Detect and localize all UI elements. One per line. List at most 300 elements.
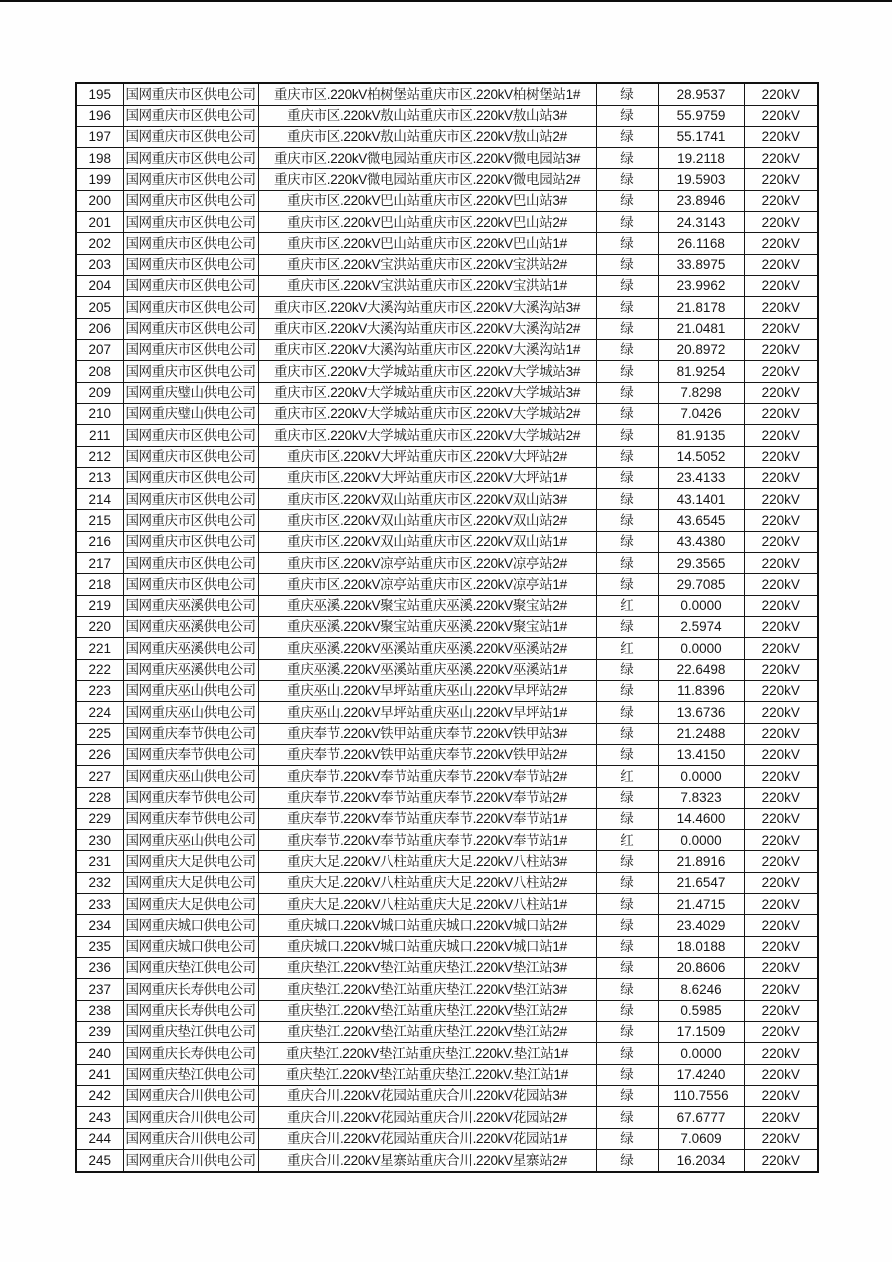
row-number-cell: 197 [76, 126, 123, 147]
device-cell: 重庆合川.220kV星寨站重庆合川.220kV星寨站2# [258, 1149, 596, 1172]
status-cell: 绿 [596, 105, 658, 126]
device-cell: 重庆市区.220kV宝洪站重庆市区.220kV宝洪站2# [258, 254, 596, 275]
table-row [76, 1021, 818, 1042]
company-cell: 国网重庆市区供电公司 [123, 190, 258, 211]
voltage-cell: 220kV [744, 382, 818, 403]
company-cell: 国网重庆市区供电公司 [123, 574, 258, 595]
value-cell: 18.0188 [658, 936, 744, 957]
status-cell: 绿 [596, 148, 658, 169]
row-number-cell: 234 [76, 915, 123, 936]
company-cell: 国网重庆垫江供电公司 [123, 1064, 258, 1085]
row-number-cell: 212 [76, 446, 123, 467]
voltage-cell: 220kV [744, 744, 818, 765]
value-cell: 23.9962 [658, 276, 744, 297]
row-number-cell: 205 [76, 297, 123, 318]
company-cell: 国网重庆市区供电公司 [123, 276, 258, 297]
device-cell: 重庆市区.220kV大溪沟站重庆市区.220kV大溪沟站1# [258, 339, 596, 360]
row-number-cell: 216 [76, 531, 123, 552]
voltage-cell: 220kV [744, 339, 818, 360]
status-cell: 绿 [596, 1085, 658, 1106]
company-cell: 国网重庆璧山供电公司 [123, 403, 258, 424]
value-cell: 19.2118 [658, 148, 744, 169]
status-cell: 绿 [596, 446, 658, 467]
company-cell: 国网重庆市区供电公司 [123, 339, 258, 360]
value-cell: 24.3143 [658, 212, 744, 233]
table-row [76, 1085, 818, 1106]
status-cell: 绿 [596, 318, 658, 339]
status-cell: 绿 [596, 190, 658, 211]
table-row [76, 894, 818, 915]
row-number-cell: 242 [76, 1085, 123, 1106]
device-cell: 重庆垫江.220kV垫江站重庆垫江.220kV.垫江站1# [258, 1043, 596, 1064]
value-cell: 22.6498 [658, 659, 744, 680]
status-cell: 绿 [596, 212, 658, 233]
substation-readings-table [75, 82, 819, 1173]
table-row [76, 1000, 818, 1021]
row-number-cell: 236 [76, 958, 123, 979]
value-cell: 67.6777 [658, 1107, 744, 1128]
company-cell: 国网重庆巫溪供电公司 [123, 617, 258, 638]
device-cell: 重庆市区.220kV宝洪站重庆市区.220kV宝洪站1# [258, 276, 596, 297]
company-cell: 国网重庆合川供电公司 [123, 1128, 258, 1149]
value-cell: 20.8972 [658, 339, 744, 360]
company-cell: 国网重庆合川供电公司 [123, 1107, 258, 1128]
device-cell: 重庆市区.220kV大坪站重庆市区.220kV大坪站2# [258, 446, 596, 467]
device-cell: 重庆巫山.220kV早坪站重庆巫山.220kV早坪站2# [258, 680, 596, 701]
device-cell: 重庆奉节.220kV奉节站重庆奉节.220kV奉节站1# [258, 830, 596, 851]
device-cell: 重庆城口.220kV城口站重庆城口.220kV城口站2# [258, 915, 596, 936]
voltage-cell: 220kV [744, 958, 818, 979]
voltage-cell: 220kV [744, 233, 818, 254]
value-cell: 28.9537 [658, 83, 744, 105]
value-cell: 7.0609 [658, 1128, 744, 1149]
device-cell: 重庆市区.220kV双山站重庆市区.220kV双山站2# [258, 510, 596, 531]
row-number-cell: 235 [76, 936, 123, 957]
voltage-cell: 220kV [744, 595, 818, 616]
table-row [76, 808, 818, 829]
device-cell: 重庆市区.220kV微电园站重庆市区.220kV微电园站2# [258, 169, 596, 190]
device-cell: 重庆市区.220kV微电园站重庆市区.220kV微电园站3# [258, 148, 596, 169]
row-number-cell: 221 [76, 638, 123, 659]
value-cell: 29.3565 [658, 553, 744, 574]
row-number-cell: 207 [76, 339, 123, 360]
company-cell: 国网重庆奉节供电公司 [123, 723, 258, 744]
status-cell: 绿 [596, 1064, 658, 1085]
voltage-cell: 220kV [744, 318, 818, 339]
table-row [76, 915, 818, 936]
device-cell: 重庆奉节.220kV奉节站重庆奉节.220kV奉节站1# [258, 808, 596, 829]
voltage-cell: 220kV [744, 169, 818, 190]
voltage-cell: 220kV [744, 702, 818, 723]
row-number-cell: 241 [76, 1064, 123, 1085]
value-cell: 81.9135 [658, 425, 744, 446]
value-cell: 33.8975 [658, 254, 744, 275]
row-number-cell: 232 [76, 872, 123, 893]
scan-edge-line [0, 0, 892, 2]
voltage-cell: 220kV [744, 361, 818, 382]
table-row [76, 382, 818, 403]
row-number-cell: 231 [76, 851, 123, 872]
company-cell: 国网重庆巫山供电公司 [123, 680, 258, 701]
row-number-cell: 237 [76, 979, 123, 1000]
row-number-cell: 226 [76, 744, 123, 765]
device-cell: 重庆巫溪.220kV巫溪站重庆巫溪.220kV巫溪站2# [258, 638, 596, 659]
row-number-cell: 222 [76, 659, 123, 680]
row-number-cell: 217 [76, 553, 123, 574]
status-cell: 绿 [596, 126, 658, 147]
device-cell: 重庆市区.220kV大溪沟站重庆市区.220kV大溪沟站2# [258, 318, 596, 339]
table-row [76, 169, 818, 190]
device-cell: 重庆奉节.220kV铁甲站重庆奉节.220kV铁甲站2# [258, 744, 596, 765]
device-cell: 重庆大足.220kV八柱站重庆大足.220kV八柱站1# [258, 894, 596, 915]
row-number-cell: 227 [76, 766, 123, 787]
company-cell: 国网重庆市区供电公司 [123, 446, 258, 467]
row-number-cell: 239 [76, 1021, 123, 1042]
company-cell: 国网重庆合川供电公司 [123, 1085, 258, 1106]
device-cell: 重庆市区.220kV凉亭站重庆市区.220kV凉亭站2# [258, 553, 596, 574]
company-cell: 国网重庆市区供电公司 [123, 148, 258, 169]
value-cell: 110.7556 [658, 1085, 744, 1106]
value-cell: 21.8178 [658, 297, 744, 318]
table-row [76, 638, 818, 659]
row-number-cell: 208 [76, 361, 123, 382]
company-cell: 国网重庆市区供电公司 [123, 126, 258, 147]
row-number-cell: 211 [76, 425, 123, 446]
row-number-cell: 244 [76, 1128, 123, 1149]
device-cell: 重庆市区.220kV巴山站重庆市区.220kV巴山站1# [258, 233, 596, 254]
table-row [76, 1149, 818, 1172]
voltage-cell: 220kV [744, 617, 818, 638]
row-number-cell: 195 [76, 83, 123, 105]
company-cell: 国网重庆合川供电公司 [123, 1149, 258, 1172]
device-cell: 重庆垫江.220kV垫江站重庆垫江.220kV.垫江站1# [258, 1064, 596, 1085]
status-cell: 绿 [596, 787, 658, 808]
company-cell: 国网重庆市区供电公司 [123, 169, 258, 190]
device-cell: 重庆合川.220kV花园站重庆合川.220kV花园站1# [258, 1128, 596, 1149]
status-cell: 绿 [596, 467, 658, 488]
table-row [76, 553, 818, 574]
status-cell: 绿 [596, 958, 658, 979]
value-cell: 21.8916 [658, 851, 744, 872]
device-cell: 重庆合川.220kV花园站重庆合川.220kV花园站3# [258, 1085, 596, 1106]
value-cell: 23.4029 [658, 915, 744, 936]
device-cell: 重庆奉节.220kV奉节站重庆奉节.220kV奉节站2# [258, 766, 596, 787]
company-cell: 国网重庆长寿供电公司 [123, 1000, 258, 1021]
row-number-cell: 224 [76, 702, 123, 723]
voltage-cell: 220kV [744, 830, 818, 851]
value-cell: 7.8298 [658, 382, 744, 403]
company-cell: 国网重庆奉节供电公司 [123, 787, 258, 808]
value-cell: 17.1509 [658, 1021, 744, 1042]
value-cell: 29.7085 [658, 574, 744, 595]
company-cell: 国网重庆巫山供电公司 [123, 830, 258, 851]
company-cell: 国网重庆垫江供电公司 [123, 958, 258, 979]
company-cell: 国网重庆璧山供电公司 [123, 382, 258, 403]
table-row [76, 1064, 818, 1085]
value-cell: 43.6545 [658, 510, 744, 531]
table-row [76, 702, 818, 723]
table-row [76, 659, 818, 680]
device-cell: 重庆大足.220kV八柱站重庆大足.220kV八柱站3# [258, 851, 596, 872]
value-cell: 13.4150 [658, 744, 744, 765]
row-number-cell: 215 [76, 510, 123, 531]
status-cell: 红 [596, 638, 658, 659]
voltage-cell: 220kV [744, 787, 818, 808]
table-row [76, 872, 818, 893]
status-cell: 绿 [596, 851, 658, 872]
company-cell: 国网重庆奉节供电公司 [123, 744, 258, 765]
company-cell: 国网重庆市区供电公司 [123, 467, 258, 488]
company-cell: 国网重庆巫溪供电公司 [123, 595, 258, 616]
value-cell: 43.4380 [658, 531, 744, 552]
company-cell: 国网重庆奉节供电公司 [123, 808, 258, 829]
value-cell: 0.0000 [658, 766, 744, 787]
row-number-cell: 245 [76, 1149, 123, 1172]
status-cell: 绿 [596, 659, 658, 680]
device-cell: 重庆垫江.220kV垫江站重庆垫江.220kV垫江站3# [258, 979, 596, 1000]
company-cell: 国网重庆巫溪供电公司 [123, 659, 258, 680]
voltage-cell: 220kV [744, 894, 818, 915]
device-cell: 重庆巫溪.220kV聚宝站重庆巫溪.220kV聚宝站1# [258, 617, 596, 638]
device-cell: 重庆市区.220kV大学城站重庆市区.220kV大学城站3# [258, 361, 596, 382]
table-row [76, 617, 818, 638]
status-cell: 绿 [596, 233, 658, 254]
voltage-cell: 220kV [744, 872, 818, 893]
voltage-cell: 220kV [744, 766, 818, 787]
table-row [76, 766, 818, 787]
voltage-cell: 220kV [744, 574, 818, 595]
row-number-cell: 214 [76, 489, 123, 510]
row-number-cell: 243 [76, 1107, 123, 1128]
company-cell: 国网重庆大足供电公司 [123, 894, 258, 915]
status-cell: 绿 [596, 553, 658, 574]
table-row [76, 851, 818, 872]
status-cell: 绿 [596, 1000, 658, 1021]
status-cell: 绿 [596, 936, 658, 957]
company-cell: 国网重庆垫江供电公司 [123, 1021, 258, 1042]
value-cell: 7.8323 [658, 787, 744, 808]
table-row [76, 787, 818, 808]
device-cell: 重庆奉节.220kV铁甲站重庆奉节.220kV铁甲站3# [258, 723, 596, 744]
voltage-cell: 220kV [744, 403, 818, 424]
voltage-cell: 220kV [744, 1064, 818, 1085]
voltage-cell: 220kV [744, 276, 818, 297]
row-number-cell: 209 [76, 382, 123, 403]
table-row [76, 425, 818, 446]
table-row [76, 105, 818, 126]
company-cell: 国网重庆市区供电公司 [123, 531, 258, 552]
row-number-cell: 196 [76, 105, 123, 126]
voltage-cell: 220kV [744, 1128, 818, 1149]
voltage-cell: 220kV [744, 489, 818, 510]
status-cell: 绿 [596, 254, 658, 275]
voltage-cell: 220kV [744, 659, 818, 680]
status-cell: 绿 [596, 510, 658, 531]
table-row [76, 595, 818, 616]
row-number-cell: 240 [76, 1043, 123, 1064]
status-cell: 绿 [596, 361, 658, 382]
status-cell: 绿 [596, 915, 658, 936]
value-cell: 23.8946 [658, 190, 744, 211]
value-cell: 0.0000 [658, 1043, 744, 1064]
device-cell: 重庆市区.220kV大溪沟站重庆市区.220kV大溪沟站3# [258, 297, 596, 318]
status-cell: 绿 [596, 808, 658, 829]
status-cell: 红 [596, 595, 658, 616]
company-cell: 国网重庆市区供电公司 [123, 318, 258, 339]
row-number-cell: 201 [76, 212, 123, 233]
status-cell: 绿 [596, 979, 658, 1000]
value-cell: 11.8396 [658, 680, 744, 701]
status-cell: 绿 [596, 297, 658, 318]
row-number-cell: 203 [76, 254, 123, 275]
company-cell: 国网重庆市区供电公司 [123, 489, 258, 510]
table-row [76, 83, 818, 105]
value-cell: 20.8606 [658, 958, 744, 979]
value-cell: 23.4133 [658, 467, 744, 488]
device-cell: 重庆巫溪.220kV巫溪站重庆巫溪.220kV巫溪站1# [258, 659, 596, 680]
device-cell: 重庆市区.220kV敖山站重庆市区.220kV敖山站2# [258, 126, 596, 147]
value-cell: 55.9759 [658, 105, 744, 126]
row-number-cell: 223 [76, 680, 123, 701]
value-cell: 19.5903 [658, 169, 744, 190]
status-cell: 绿 [596, 872, 658, 893]
row-number-cell: 233 [76, 894, 123, 915]
value-cell: 7.0426 [658, 403, 744, 424]
value-cell: 21.6547 [658, 872, 744, 893]
voltage-cell: 220kV [744, 723, 818, 744]
status-cell: 绿 [596, 83, 658, 105]
table-row [76, 830, 818, 851]
device-cell: 重庆市区.220kV敖山站重庆市区.220kV敖山站3# [258, 105, 596, 126]
table-row [76, 680, 818, 701]
row-number-cell: 218 [76, 574, 123, 595]
device-cell: 重庆垫江.220kV垫江站重庆垫江.220kV垫江站2# [258, 1021, 596, 1042]
value-cell: 0.0000 [658, 638, 744, 659]
table-row [76, 297, 818, 318]
voltage-cell: 220kV [744, 105, 818, 126]
voltage-cell: 220kV [744, 1107, 818, 1128]
table-row [76, 744, 818, 765]
voltage-cell: 220kV [744, 212, 818, 233]
voltage-cell: 220kV [744, 638, 818, 659]
company-cell: 国网重庆市区供电公司 [123, 297, 258, 318]
voltage-cell: 220kV [744, 83, 818, 105]
voltage-cell: 220kV [744, 1000, 818, 1021]
device-cell: 重庆市区.220kV双山站重庆市区.220kV双山站3# [258, 489, 596, 510]
voltage-cell: 220kV [744, 808, 818, 829]
voltage-cell: 220kV [744, 148, 818, 169]
company-cell: 国网重庆市区供电公司 [123, 553, 258, 574]
table-row [76, 339, 818, 360]
row-number-cell: 220 [76, 617, 123, 638]
row-number-cell: 228 [76, 787, 123, 808]
voltage-cell: 220kV [744, 297, 818, 318]
voltage-cell: 220kV [744, 851, 818, 872]
status-cell: 绿 [596, 531, 658, 552]
device-cell: 重庆垫江.220kV垫江站重庆垫江.220kV垫江站2# [258, 1000, 596, 1021]
status-cell: 绿 [596, 425, 658, 446]
table-row [76, 446, 818, 467]
value-cell: 55.1741 [658, 126, 744, 147]
status-cell: 绿 [596, 1149, 658, 1172]
row-number-cell: 230 [76, 830, 123, 851]
device-cell: 重庆市区.220kV凉亭站重庆市区.220kV凉亭站1# [258, 574, 596, 595]
table-row [76, 467, 818, 488]
status-cell: 绿 [596, 680, 658, 701]
table-row [76, 190, 818, 211]
company-cell: 国网重庆市区供电公司 [123, 361, 258, 382]
status-cell: 绿 [596, 702, 658, 723]
device-cell: 重庆垫江.220kV垫江站重庆垫江.220kV垫江站3# [258, 958, 596, 979]
table-row [76, 1043, 818, 1064]
voltage-cell: 220kV [744, 979, 818, 1000]
status-cell: 绿 [596, 1043, 658, 1064]
voltage-cell: 220kV [744, 680, 818, 701]
device-cell: 重庆市区.220kV柏树堡站重庆市区.220kV柏树堡站1# [258, 83, 596, 105]
status-cell: 红 [596, 766, 658, 787]
voltage-cell: 220kV [744, 425, 818, 446]
device-cell: 重庆市区.220kV大学城站重庆市区.220kV大学城站2# [258, 403, 596, 424]
company-cell: 国网重庆市区供电公司 [123, 425, 258, 446]
company-cell: 国网重庆大足供电公司 [123, 851, 258, 872]
row-number-cell: 200 [76, 190, 123, 211]
table-row [76, 212, 818, 233]
row-number-cell: 238 [76, 1000, 123, 1021]
status-cell: 绿 [596, 403, 658, 424]
row-number-cell: 204 [76, 276, 123, 297]
table-row [76, 254, 818, 275]
company-cell: 国网重庆城口供电公司 [123, 936, 258, 957]
row-number-cell: 199 [76, 169, 123, 190]
table-row [76, 979, 818, 1000]
device-cell: 重庆市区.220kV大坪站重庆市区.220kV大坪站1# [258, 467, 596, 488]
row-number-cell: 198 [76, 148, 123, 169]
voltage-cell: 220kV [744, 1085, 818, 1106]
value-cell: 17.4240 [658, 1064, 744, 1085]
value-cell: 81.9254 [658, 361, 744, 382]
substation-table-body [76, 83, 818, 1172]
value-cell: 43.1401 [658, 489, 744, 510]
table-row [76, 1107, 818, 1128]
table-row [76, 723, 818, 744]
status-cell: 绿 [596, 276, 658, 297]
voltage-cell: 220kV [744, 446, 818, 467]
status-cell: 绿 [596, 339, 658, 360]
status-cell: 绿 [596, 1128, 658, 1149]
value-cell: 16.2034 [658, 1149, 744, 1172]
row-number-cell: 206 [76, 318, 123, 339]
device-cell: 重庆市区.220kV双山站重庆市区.220kV双山站1# [258, 531, 596, 552]
company-cell: 国网重庆巫山供电公司 [123, 702, 258, 723]
status-cell: 绿 [596, 744, 658, 765]
company-cell: 国网重庆市区供电公司 [123, 233, 258, 254]
status-cell: 红 [596, 830, 658, 851]
company-cell: 国网重庆长寿供电公司 [123, 1043, 258, 1064]
row-number-cell: 219 [76, 595, 123, 616]
voltage-cell: 220kV [744, 510, 818, 531]
row-number-cell: 213 [76, 467, 123, 488]
table-row [76, 403, 818, 424]
status-cell: 绿 [596, 489, 658, 510]
device-cell: 重庆巫山.220kV早坪站重庆巫山.220kV早坪站1# [258, 702, 596, 723]
device-cell: 重庆市区.220kV巴山站重庆市区.220kV巴山站2# [258, 212, 596, 233]
device-cell: 重庆奉节.220kV奉节站重庆奉节.220kV奉节站2# [258, 787, 596, 808]
table-row [76, 126, 818, 147]
company-cell: 国网重庆城口供电公司 [123, 915, 258, 936]
device-cell: 重庆城口.220kV城口站重庆城口.220kV城口站1# [258, 936, 596, 957]
table-row [76, 936, 818, 957]
voltage-cell: 220kV [744, 190, 818, 211]
